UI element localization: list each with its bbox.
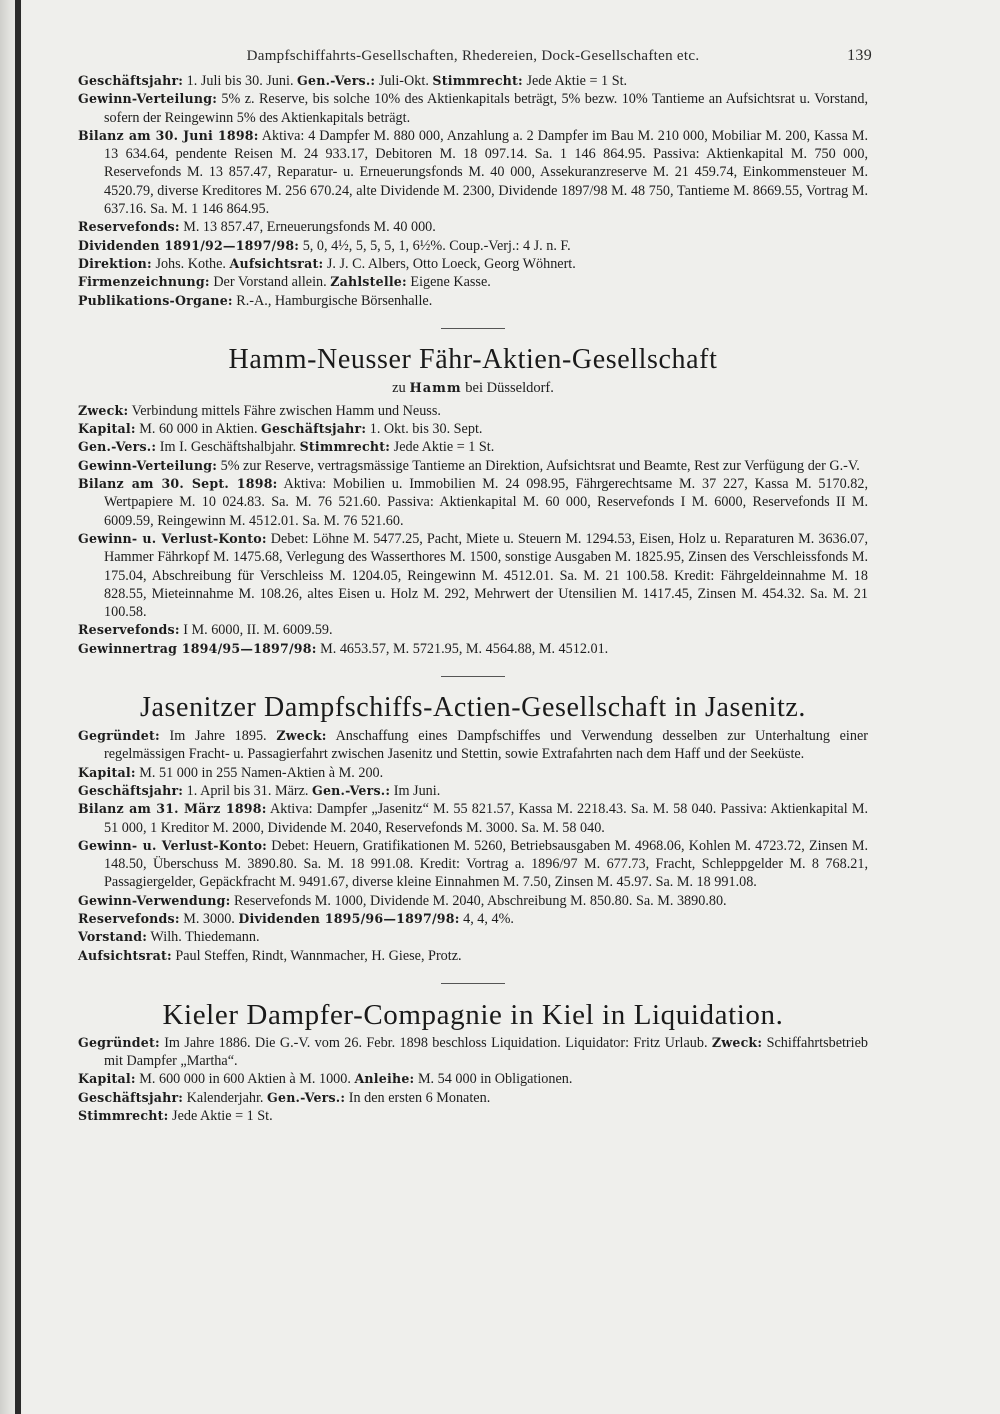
entry-label: Geschäftsjahr:: [78, 73, 184, 88]
entry-label: Stimmrecht:: [78, 1108, 169, 1124]
entry-label: Geschäftsjahr:: [261, 421, 367, 437]
entry-text: M. 60 000 in Aktien.: [135, 421, 262, 438]
entry-paragraph: [78, 910, 868, 928]
entry-text: Jede Aktie = 1 St.: [390, 439, 495, 456]
entry-paragraph: [78, 727, 868, 764]
entry-label: Zahlstelle:: [330, 274, 407, 290]
entry-text: M. 51 000 in 255 Namen-Aktien à M. 200.: [135, 764, 384, 781]
entry-text: 1. April bis 31. März.: [183, 782, 312, 799]
entry-label: Bilanz am 30. Sept. 1898:: [78, 476, 278, 492]
subtitle-place: Hamm: [409, 380, 462, 396]
entry-paragraph: [78, 218, 868, 236]
entry-label: Gewinn-Verteilung:: [78, 457, 218, 473]
entry-text: Johs. Kothe.: [151, 255, 230, 272]
entry-label: Anleihe:: [354, 1071, 415, 1087]
entry-label: Bilanz am 30. Juni 1898:: [78, 127, 259, 143]
entry-text: 5% z. Reserve, bis solche 10% des Aktienkapitals beträgt, 5% bezw. 10% Tantieme an Aufsichtsrat u. Vorstand, sofern der Reingewinn 5% des Aktienkapitals beträgt.: [104, 91, 868, 126]
section-hamm-neusser: [78, 343, 868, 658]
entry-paragraph: [78, 292, 868, 310]
entry-label: Firmenzeichnung:: [78, 274, 210, 290]
entry-label: Zweck:: [276, 728, 327, 744]
entry-label: Aufsichtsrat:: [78, 947, 172, 963]
section-continuation: [78, 72, 868, 310]
entry-paragraph: [78, 782, 868, 800]
entry-label: Gewinn- u. Verlust-Konto:: [78, 530, 267, 546]
entry-paragraph: [78, 837, 868, 892]
entry-label: Gen.-Vers.:: [267, 1089, 346, 1105]
entry-text: Reservefonds M. 1000, Dividende M. 2040, Abschreibung M. 850.80. Sa. M. 3890.80.: [230, 892, 727, 909]
entry-paragraph: [78, 1107, 868, 1125]
entry-text: Im Jahre 1895.: [159, 728, 277, 745]
entry-text: I M. 6000, II. M. 6009.59.: [179, 622, 333, 639]
entry-paragraph: [78, 127, 868, 218]
entry-text: 5, 0, 4½, 5, 5, 5, 1, 6½%. Coup.-Verj.: 4 J. n. F.: [299, 237, 571, 254]
entry-text: M. 13 857.47, Erneuerungsfonds M. 40 000.: [179, 219, 436, 236]
entry-text: Anschaffung eines Dampfschiffes und Verwendung desselben zur Unterhaltung einer regelmässigen Fracht- u. Passagierfahrt zwischen Jasenitz und Stettin, sowie Extrafahrten nach dem Haff und der Seeküste.: [104, 728, 868, 763]
entry-label: Kapital:: [78, 1071, 136, 1087]
entry-paragraph: [78, 947, 868, 965]
entry-paragraph: [78, 1070, 868, 1088]
entry-paragraph: [78, 402, 868, 420]
running-head: [78, 44, 872, 68]
entry-text: Kalenderjahr.: [183, 1089, 268, 1106]
section-kieler: [78, 998, 868, 1125]
entry-text: J. J. C. Albers, Otto Loeck, Georg Wöhnert.: [323, 255, 576, 272]
entry-text: 4, 4, 4%.: [459, 910, 514, 927]
document-page: [78, 44, 872, 1125]
entry-label: Gen.-Vers.:: [297, 73, 376, 88]
company-title: Jasenitzer Dampfschiffs-Actien-Gesellschaft in Jasenitz.: [140, 692, 806, 724]
entry-label: Aufsichtsrat:: [229, 255, 324, 271]
entry-paragraph: [78, 928, 868, 946]
entry-label: Gewinn-Verteilung:: [78, 91, 218, 107]
entry-text: Debet: Löhne M. 5477.25, Pacht, Miete u. Steuern M. 1294.53, Eisen, Holz u. Reparaturen M. 3636.07, Hammer Fährkopf M. 1475.68, Verlegung des Wasserthores M. 1500, sonstige Ausgaben M. 1825.95, Zinsen des Verschleissfonds M. 175.04, Abschreibung für Verschleiss M. 1204.05, Reingewinn M. 4512.01. Sa. M. 21 100.58. Kredit: Fährgeldeinnahme M. 18 828.55, Mieteinnahme M. 108.26, altes Eisen u. Holz M. 292, Mehrwert der Utensilien M. 1417.45, Zinsen M. 454.32. Sa. M. 21 100.58.: [104, 530, 869, 621]
page-number: 139: [847, 47, 872, 64]
entry-text: 1. Okt. bis 30. Sept.: [366, 421, 483, 438]
entry-text: Wilh. Thiedemann.: [147, 929, 260, 946]
entry-label: Reservefonds:: [78, 219, 180, 235]
entry-label: Kapital:: [78, 421, 136, 437]
entry-text: In den ersten 6 Monaten.: [345, 1089, 491, 1106]
entry-paragraph: [78, 255, 868, 273]
entry-text: Im I. Geschäftshalbjahr.: [156, 439, 300, 456]
entry-paragraph: [78, 800, 868, 837]
section-entries: [78, 402, 868, 658]
entry-label: Reservefonds:: [78, 910, 180, 926]
entry-text: Im Jahre 1886. Die G.-V. vom 26. Febr. 1898 beschloss Liquidation. Liquidator: Fritz Urlaub.: [159, 1034, 712, 1051]
company-title: Kieler Dampfer-Compagnie in Kiel in Liquidation.: [162, 998, 784, 1031]
entry-label: Zweck:: [78, 402, 129, 418]
entry-text: Aktiva: Mobilien u. Immobilien M. 24 098.95, Fährgerechtsame M. 37 227, Kassa M. 5170.82, Wertpapiere M. 10 024.83. Sa. M. 76 521.60. Passiva: Aktienkapital M. 60 000, Reservefonds I M. 6000, Reservefonds II M. 6009.59, Reingewinn M. 4512.01. Sa. M. 76 521.60.: [104, 476, 868, 529]
entry-label: Dividenden 1891/92—1897/98:: [78, 237, 300, 253]
entry-text: M. 3000.: [179, 910, 239, 927]
section-divider: [441, 983, 505, 984]
entry-paragraph: [78, 764, 868, 782]
entry-paragraph: [78, 475, 868, 530]
entry-label: Gen.-Vers.:: [78, 439, 157, 455]
subtitle-suffix: bei Düsseldorf.: [461, 379, 554, 396]
entry-text: Im Juni.: [390, 782, 441, 799]
entry-paragraph: [78, 1034, 868, 1071]
section-jasenitzer: [78, 691, 868, 965]
entry-label: Gewinn-Verwendung:: [78, 892, 231, 908]
entry-label: Kapital:: [78, 764, 136, 780]
entry-text: Verbindung mittels Fähre zwischen Hamm und Neuss.: [128, 402, 441, 419]
entry-text: M. 54 000 in Obligationen.: [414, 1071, 573, 1088]
entry-paragraph: [78, 90, 868, 127]
entry-label: Stimmrecht:: [299, 439, 391, 455]
entry-paragraph: [78, 621, 868, 639]
entry-paragraph: [78, 892, 868, 910]
company-subtitle: [78, 379, 868, 398]
section-divider: [441, 676, 505, 677]
entry-label: Gewinnertrag 1894/95—1897/98:: [78, 640, 317, 656]
entry-label: Zweck:: [711, 1034, 763, 1050]
entry-label: Publikations-Organe:: [78, 292, 233, 308]
entry-text: Paul Steffen, Rindt, Wannmacher, H. Giese, Protz.: [171, 947, 462, 964]
entry-label: Vorstand:: [78, 929, 148, 945]
entry-paragraph: [78, 420, 868, 438]
entry-paragraph: [78, 237, 868, 255]
entry-label: Direktion:: [78, 255, 152, 271]
entry-label: Gen.-Vers.:: [311, 782, 391, 798]
subtitle-prefix: zu: [392, 379, 410, 396]
entry-text: Aktiva: Dampfer „Jasenitz“ M. 55 821.57, Kassa M. 2218.43. Sa. M. 58 040. Passiva: Aktienkapital M. 51 000, 1 Kreditor M. 2000, Dividende M. 2040, Reservefonds M. 3000. Sa. M. 58 040.: [104, 801, 868, 836]
entry-label: Dividenden 1895/96—1897/98:: [238, 910, 460, 926]
entry-label: Geschäftsjahr:: [78, 782, 184, 798]
entry-text: M. 600 000 in 600 Aktien à M. 1000.: [135, 1071, 355, 1088]
entry-text: Jede Aktie = 1 St.: [522, 73, 628, 89]
section-entries: [78, 1034, 868, 1125]
entry-paragraph: [78, 72, 868, 90]
entry-label: Reservefonds:: [78, 622, 180, 638]
entry-text: Schiffahrtsbetrieb mit Dampfer „Martha“.: [104, 1034, 868, 1070]
entry-text: 5% zur Reserve, vertragsmässige Tantieme an Direktion, Aufsichtsrat und Beamte, Rest zur Verfügung der G.-V.: [217, 457, 860, 474]
entry-text: M. 4653.57, M. 5721.95, M. 4564.88, M. 4512.01.: [316, 640, 609, 657]
entry-label: Gegründet:: [78, 728, 160, 744]
entry-text: 1. Juli bis 30. Juni.: [183, 73, 298, 89]
entry-text: Juli-Okt.: [375, 73, 433, 89]
entry-paragraph: [78, 640, 868, 658]
entry-label: Bilanz am 31. März 1898:: [78, 801, 267, 817]
entry-text: Der Vorstand allein.: [209, 274, 331, 291]
entry-label: Gegründet:: [78, 1034, 160, 1050]
entry-paragraph: [78, 457, 868, 475]
section-divider: [441, 328, 505, 329]
entry-paragraph: [78, 1089, 868, 1107]
entry-text: Jede Aktie = 1 St.: [168, 1108, 273, 1125]
entry-paragraph: [78, 273, 868, 291]
entry-text: Aktiva: 4 Dampfer M. 880 000, Anzahlung a. 2 Dampfer im Bau M. 210 000, Mobiliar M. 200, Kassa M. 13 634.64, pendente Reisen M. 24 933.17, Debitoren M. 18 097.14. Sa. 1 146 864.95. Passiva: Aktienkapital M. 750 000, Reservefonds M. 13 857.47, Reparatur- u. Erneuerungsfonds M. 40 000, Assekuranzreserve M. 21 459.74, Einkommensteuer M. 4520.79, diverse Kreditores M. 256 670.24, alte Dividende M. 2300, Dividende 1897/98 M. 48 750, Tantieme M. 8669.55, Vortrag M. 637.16. Sa. M. 1 146 864.95.: [104, 127, 868, 218]
entry-text: R.-A., Hamburgische Börsenhalle.: [232, 292, 433, 309]
company-title: Hamm-Neusser Fähr-Aktien-Gesellschaft: [228, 343, 718, 375]
section-entries: [78, 727, 868, 965]
entry-label: Stimmrecht:: [432, 73, 523, 88]
entry-text: Eigene Kasse.: [406, 274, 491, 291]
running-head-text: Dampfschiffahrts-Gesellschaften, Rhedereien, Dock-Gesellschaften etc.: [246, 48, 700, 64]
entry-text: Debet: Heuern, Gratifikationen M. 5260, Betriebsausgaben M. 4968.06, Kohlen M. 4723.72, Zinsen M. 148.50, Überschuss M. 3890.80. Sa. M. 18 991.08. Kredit: Vortrag a. 1896/97 M. 677.73, Fracht, Schleppgelder M. 8 768.21, Passagiergelder, Gepäckfracht M. 9491.67, diverse kleine Einnahmen M. 7.50, Zinsen M. 45.97. Sa. M. 18 991.08.: [104, 837, 869, 891]
entry-label: Geschäftsjahr:: [78, 1089, 184, 1105]
entry-paragraph: [78, 530, 868, 621]
page-edge-line: [15, 0, 21, 1414]
entry-paragraph: [78, 438, 868, 456]
entry-label: Gewinn- u. Verlust-Konto:: [78, 837, 268, 853]
